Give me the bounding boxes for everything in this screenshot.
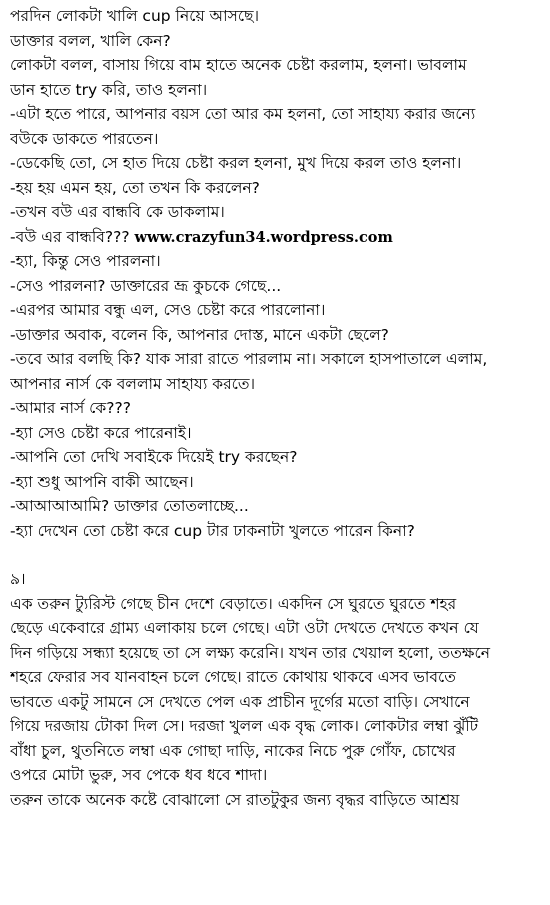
dialogue-section xyxy=(10,4,542,543)
text-line: -তবে আর বলছি কি? যাক সারা রাতে পারলাম না। সকালে হাসপাতালে এলাম, xyxy=(10,350,488,368)
story-section xyxy=(10,567,542,812)
text-line: -আআআআমি? ডাক্তার তোতলাচ্ছে... xyxy=(10,497,249,515)
text-line: ভাবতে একটু সামনে সে দেখতে পেল এক প্রাচীন দূর্গের মতো বাড়ি। সেখানে xyxy=(10,692,470,711)
section-spacer xyxy=(10,543,542,567)
text-line: ছেড়ে একেবারে গ্রাম্য এলাকায় চলে গেছে। এটা ওটা দেখতে দেখতে কখন যে xyxy=(10,619,479,637)
text-line: বউকে ডাকতে পারতেন। xyxy=(10,129,159,148)
text-line: এক তরুন ট্যুরিস্ট গেছে চীন দেশে বেড়াতে। একদিন সে ঘুরতে ঘুরতে শহর xyxy=(10,594,457,613)
text-line: -হ্যা দেখেন তো চেষ্টা করে cup টার ঢাকনাটা খুলতে পারেন কিনা? xyxy=(10,521,415,540)
story-number: ৯। xyxy=(10,570,26,588)
text-line: আপনার নার্স কে বললাম সাহায্য করতে। xyxy=(10,374,256,393)
text-line: ডাক্তার বলল, খালি কেন? xyxy=(10,31,171,50)
text-line: পরদিন লোকটা খালি cup নিয়ে আসছে। xyxy=(10,7,259,25)
text-segment: -বউ এর বান্ধবি??? xyxy=(10,227,130,246)
text-line: -আমার নার্স কে??? xyxy=(10,399,131,417)
text-line: -হ্যা সেও চেষ্টা করে পারেনাই। xyxy=(10,423,192,442)
text-line: ডান হাতে try করি, তাও হলনা। xyxy=(10,80,208,99)
text-line: বাঁধা চুল, থুতনিতে লম্বা এক গোছা দাড়ি, নাকের নিচে পুরু গোঁফ, চোখের xyxy=(10,741,456,760)
text-line: -হ্যা, কিন্তু সেও পারলনা। xyxy=(10,252,161,270)
text-line: গিয়ে দরজায় টোকা দিল সে। দরজা খুলল এক বৃদ্ধ লোক। লোকটার লম্বা ঝুঁটি xyxy=(10,717,479,735)
text-line: -ডেকেছি তো, সে হাত দিয়ে চেষ্টা করল হলনা, মুখ দিয়ে করল তাও হলনা। xyxy=(10,154,462,172)
text-line: -হয় হয় এমন হয়, তো তখন কি করলেন? xyxy=(10,178,260,197)
text-line-with-url xyxy=(10,225,542,250)
text-line: দিন গড়িয়ে সন্ধ্যা হয়েছে তা সে লক্ষ্য করেনি। যখন তার খেয়াল হলো, ততক্ষনে xyxy=(10,643,490,662)
text-line: লোকটা বলল, বাসায় গিয়ে বাম হাতে অনেক চেষ্টা করলাম, হলনা। ভাবলাম xyxy=(10,56,467,74)
text-line: -তখন বউ এর বান্ধবি কে ডাকলাম। xyxy=(10,203,225,221)
text-line: -আপনি তো দেখি সবাইকে দিয়েই try করছেন? xyxy=(10,448,298,466)
text-line: -ডাক্তার অবাক, বলেন কি, আপনার দোস্ত, মানে একটা ছেলে? xyxy=(10,325,389,344)
text-line: তরুন তাকে অনেক কষ্টে বোঝালো সে রাতটুকুর জন্য বৃদ্ধর বাড়িতে আশ্রয় xyxy=(10,790,460,809)
text-line: -এরপর আমার বন্ধু এল, সেও চেষ্টা করে পারলোনা। xyxy=(10,301,326,319)
text-line: ওপরে মোটা ভুরু, সব পেকে ধব ধবে শাদা। xyxy=(10,766,268,784)
text-line: -সেও পারলনা? ডাক্তারের ভ্রূ কুচকে গেছে... xyxy=(10,276,282,295)
website-url: www.crazyfun34.wordpress.com xyxy=(134,228,393,246)
text-line: -এটা হতে পারে, আপনার বয়স তো আর কম হলনা, তো সাহায্য করার জন্যে xyxy=(10,105,476,123)
text-line: শহরে ফেরার সব যানবাহন চলে গেছে। রাতে কোথায় থাকবে এসব ভাবতে xyxy=(10,668,456,686)
text-line: -হ্যা শুধু আপনি বাকী আছেন। xyxy=(10,472,194,491)
